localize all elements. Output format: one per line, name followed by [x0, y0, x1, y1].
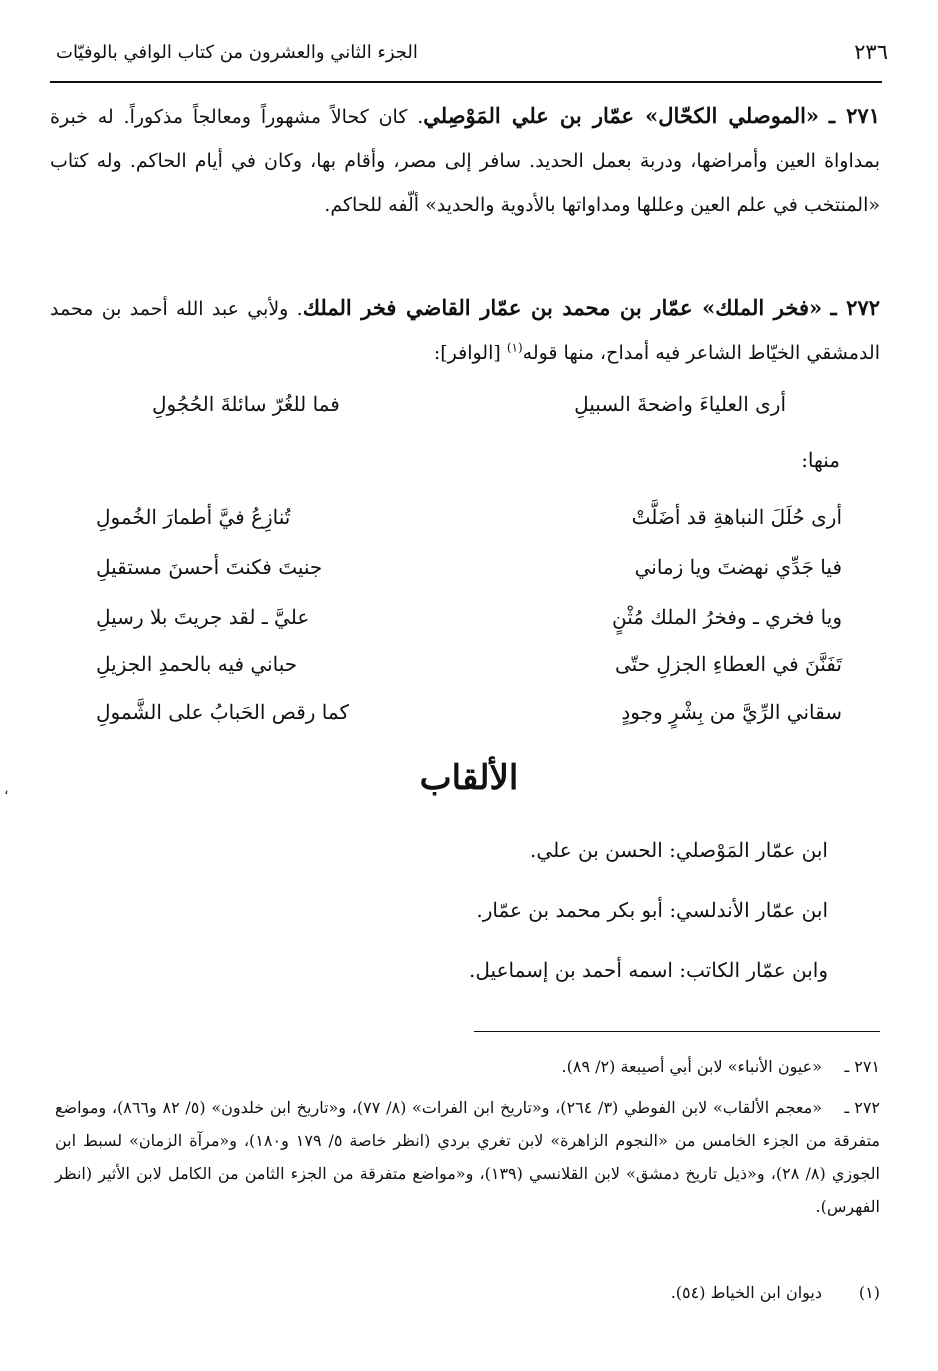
entry-271	[50, 94, 880, 227]
verse-hemistich-left: فما للغُرّ سائلةَ الحُجُولِ	[152, 392, 340, 416]
entry-272	[50, 286, 880, 375]
footnote-text: ديوان ابن الخياط (٥٤).	[670, 1283, 822, 1302]
footnote-mark: (١)	[858, 1283, 880, 1302]
footnote-text: «عيون الأنباء» لابن أبي أصيبعة (٢/ ٨٩).	[561, 1057, 822, 1076]
verse-hemistich-right: تَفَنَّنَ في العطاءِ الجزلِ حتّى	[614, 652, 842, 676]
minha-label: منها:	[801, 448, 840, 472]
header-rule	[50, 81, 882, 83]
meter-label: [الوافر]:	[433, 342, 507, 364]
page-number: ٢٣٦	[854, 40, 888, 64]
verse-hemistich-left: عليَّ ـ لقد جريتَ بلا رسيلِ	[96, 605, 310, 629]
verse-hemistich-left: تُنازِعُ فيَّ أطمارَ الخُمولِ	[96, 505, 291, 529]
entry-heading: «الموصلي الكحّال» عمّار بن علي المَوْصِلي	[423, 103, 820, 128]
verse-hemistich-right: سقاني الرِّيَّ من بِشْرٍ وجودٍ	[621, 700, 842, 724]
laqab-item: ابن عمّار الأندلسي: أبو بكر محمد بن عمّار.	[476, 898, 828, 922]
footnote-reference[interactable]: (١)	[506, 340, 523, 355]
running-header	[50, 38, 888, 78]
footnote-mark: ٢٧١ ـ	[844, 1057, 880, 1076]
verse-hemistich-right: ويا فخري ـ وفخرُ الملك مُثْنٍ	[612, 605, 842, 629]
verse-hemistich-right: أرى حُلَلَ النباهةِ قد أضَلَّتْ	[631, 505, 842, 529]
entry-number: ٢٧١ ـ	[828, 103, 880, 128]
footnote	[55, 1091, 880, 1223]
entry-number: ٢٧٢ ـ	[830, 295, 881, 320]
footnote-mark: ٢٧٢ ـ	[844, 1098, 880, 1117]
footnote	[55, 1276, 880, 1309]
footnote-text: «معجم الألقاب» لابن الفوطي (٣/ ٢٦٤)، و«تاريخ ابن الفرات» (٨/ ٧٧)، و«تاريخ ابن خلدون» (٥/ ٨٢ و٨٦٦)، ومواضع متفرقة من الجزء الخامس من «النجوم الزاهرة» لابن تغري بردي (انظر خاصة ٥/ ١٧٩ و١٨٠)، و«مرآة الزمان» لسبط ابن الجوزي (٨/ ٢٨)، و«ذيل تاريخ دمشق» لابن القلانسي (١٣٩)، و«مواضع متفرقة من الجزء الثامن من الكامل لابن الأثير (انظر الفهرس).	[55, 1098, 881, 1216]
entry-text: . كان كحالاً مشهوراً ومعالجاً مذكوراً. له خبرة بمداواة العين وأمراضها، ودربة بعمل الحديد. سافر إلى مصر، وأقام بها، وكان في أيام الحاكم. وله كتاب «المنتخب في علم العين وعللها ومداواتها بالأدوية والحديد» ألّفه للحاكم.	[50, 106, 880, 216]
laqab-item: ابن عمّار المَوْصلي: الحسن بن علي.	[530, 838, 828, 862]
stray-mark: ،	[4, 782, 9, 798]
verse-hemistich-left: حباني فيه بالحمدِ الجزيلِ	[96, 652, 298, 676]
footnote	[55, 1050, 880, 1083]
section-title: الألقاب	[419, 758, 519, 798]
entry-text: . ولأبي عبد الله أحمد بن محمد الدمشقي الخيّاط الشاعر فيه أمداح، منها قوله	[50, 298, 880, 364]
verse-hemistich-left: كما رقص الحَبابُ على الشَّمولِ	[96, 700, 349, 724]
laqab-item: وابن عمّار الكاتب: اسمه أحمد بن إسماعيل.	[469, 958, 828, 982]
entry-heading: «فخر الملك» عمّار بن محمد بن عمّار القاضي فخر الملك	[302, 295, 823, 320]
verse-hemistich-left: جنيتَ فكنتَ أحسنَ مستقيلِ	[96, 555, 323, 579]
verse-hemistich-right: فيا جَدِّي نهضتَ ويا زماني	[634, 555, 842, 579]
footnote-rule	[474, 1031, 880, 1032]
verse-hemistich-right: أرى العلياءَ واضحةَ السبيلِ	[574, 392, 786, 416]
running-title: الجزء الثاني والعشرون من كتاب الوافي بالوفيّات	[56, 42, 418, 63]
